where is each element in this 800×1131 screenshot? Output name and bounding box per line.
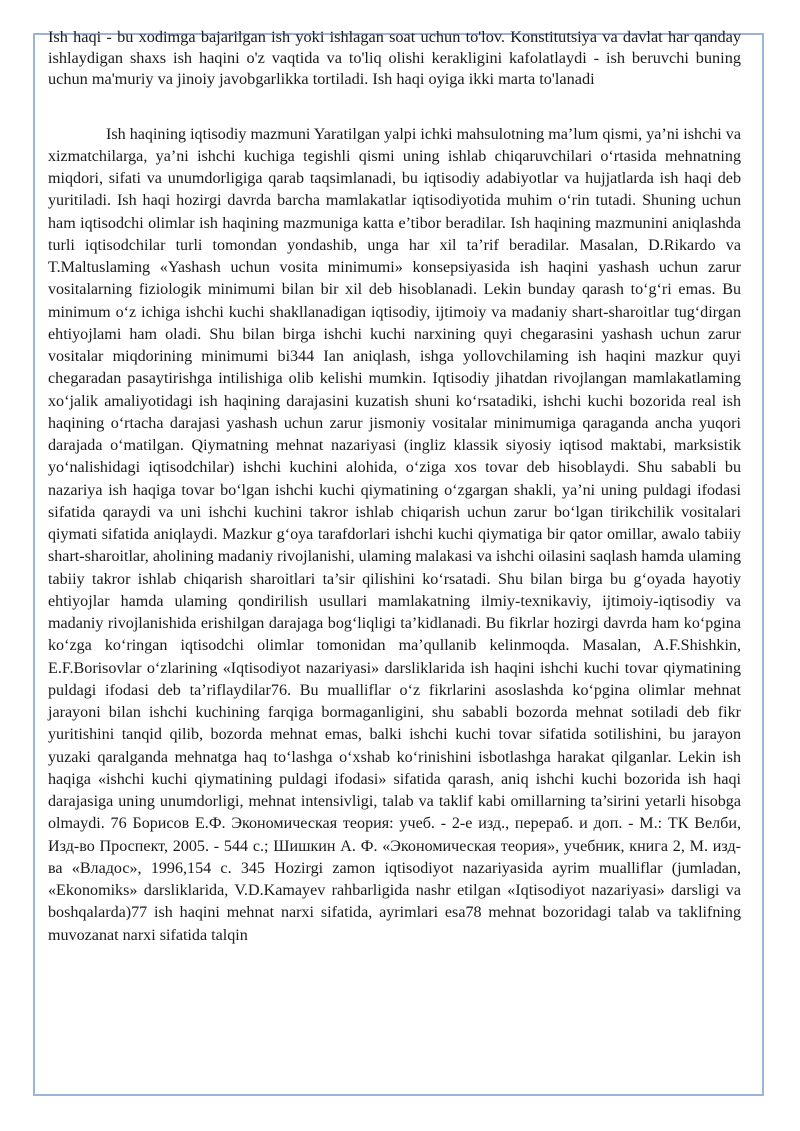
main-paragraph: Ish haqining iqtisodiy mazmuni Yaratilgan yalpi ichki mahsulotning ma’lum qismi, ya’ni ishchi va xizmatchilarga, ya’ni ishchi kuchiga tegishli qismi uning ishlab chiqaruvchilari o‘rtasida mehnatning miqdori, sifati va unumdorligiga qarab taqsimlanadi, bu iqtisodiy adabiyotlar va hujjatlarda ish haqi deb yuritiladi. Ish haqi hozirgi davrda barcha mamlakatlar iqtisodiyotida muhim o‘rin tutadi. Shuning uchun ham iqtisodchi olimlar ish haqining mazmuniga katta e’tibor beradilar. Ish haqining mazmunini aniqlashda turli iqtisodchilar turli tomondan yondashib, unga har xil ta’rif beradilar. Masalan, D.Rikardo va T.Maltuslaming «Yashash uchun vosita minimumi» konsepsiyasida ish haqini yashash uchun zarur vositalarning fiziologik minimumi bilan bir xil deb hisoblanadi. Lekin bunday qarash to‘g‘ri emas. Bu minimum o‘z ichiga ishchi kuchi shakllanadigan iqtisodiy, ijtimoiy va madaniy shart-sharoitlar tug‘dirgan ehtiyojlami ham oladi. Shu bilan birga ishchi kuchi narxining quyi chegarasini yashash uchun zarur vositalar miqdorining minimumi bi344 Ian aniqlash, ishga yollovchilaming ish haqini mazkur quyi chegaradan pasaytirishga intilishiga olib kelishi mumkin. Iqtisodiy jihatdan rivojlangan mamlakatlaming xo‘jalik amaliyotidagi ish haqining darajasini kuzatish shuni ko‘rsatadiki, ishchi kuchi bozorida real ish haqining o‘rtacha darajasi yashash uchun zarur jismoniy vositalar minimumiga qaraganda ancha yuqori darajada o‘matilgan. Qiymatning mehnat nazariyasi (ingliz klassik siyosiy iqtisod maktabi, marksistik yo‘nalishidagi iqtisodchilar) ishchi kuchini alohida, o‘ziga xos tovar deb hisoblaydi. Shu sababli bu nazariya ish haqiga tovar bo‘lgan ishchi kuchi qiymatining o‘zgargan shakli, ya’ni uning puldagi ifodasi sifatida qaraydi va uni ishchi kuchini takror ishlab chiqarish uchun zarur bo‘lgan tirikchilik vositalari qiymati sifatida aniqlaydi. Mazkur g‘oya tarafdorlari ishchi kuchi qiymatiga bir qator omillar, awalo tabiiy shart-sharoitlar, aholining madaniy rivojlanishi, ulaming malakasi va ishchi oilasini saqlash hamda ulaming tabiiy takror ishlab chiqarish sharoitlari ta’sir qilishini ko‘rsatadi. Shu bilan birga bu g‘oyada hayotiy ehtiyojlar hamda ulaming qondirilish usullari mamlakatning ilmiy-texnikaviy, ijtimoiy-iqtisodiy va madaniy rivojlanishida erishilgan darajaga bog‘liqligi ta’kidlanadi. Bu fikrlar hozirgi davrda ham ko‘pgina ko‘zga ko‘ringan iqtisodchi olimlar tomonidan ma’qullanib kelinmoqda. Masalan, A.F.Shishkin, E.F.Borisovlar o‘zlarining «Iqtisodiyot nazariyasi» darsliklarida ish haqini ishchi kuchi tovar qiymatining puldagi ifodasi deb ta’riflaydilar76. Bu mualliflar o‘z fikrlarini asoslashda ko‘pgina olimlar mehnat jarayoni bilan ishchi kuchining farqiga bormaganligini, shu sababli bozorda mehnat sotiladi deb fikr yuritishini tanqid qilib, bozorda mehnat emas, balki ishchi kuchi tovar sifatida sotilishini, bu jarayon yuzaki qaralganda mehnatga haq to‘lashga o‘xshab ko‘rinishini isbotlashga harakat qilganlar. Lekin ish haqiga «ishchi kuchi qiymatining puldagi ifodasi» sifatida qarash, aniq ishchi kuchi bozorida ish haqi darajasiga uning unumdorligi, mehnat intensivligi, talab va taklif kabi omillarning ta’sirini yetarli hisobga olmaydi. 76 Борисов Е.Ф. Экономическая теория: учеб. - 2-е изд., перераб. и доп. - М.: ТК Велби, Изд-во Проспект, 2005. - 544 с.; Шишкин А. Ф. «Экономическая теория», учебник, книга 2, М. изд-ва «Владос», 1996,154 с. 345 Hozirgi zamon iqtisodiyot nazariyasida ayrim mualliflar (jumladan, «Ekonomiks» darsliklarida, V.D.Kamayev rahbarligida nashr etilgan «Iqtisodiyot nazariyasi» darsligi va boshqalarda)77 ish haqini mehnat narxi sifatida, ayrimlari esa78 mehnat bozoridagi talab va taklifning muvozanat narxi sifatida talqin	[48, 125, 741, 944]
document-body	[48, 26, 741, 947]
intro-paragraph: Ish haqi - bu xodimga bajarilgan ish yoki ishlagan soat uchun to'lov. Konstitutsiya va davlat har qanday ishlaydigan shaxs ish haqini o'z vaqtida va to'liq olishi kerakligini kafolatlaydi - ish beruvchi buning uchun ma'muriy va jinoiy javobgarlikka tortiladi. Ish haqi oyiga ikki marta to'lanadi	[48, 27, 741, 89]
